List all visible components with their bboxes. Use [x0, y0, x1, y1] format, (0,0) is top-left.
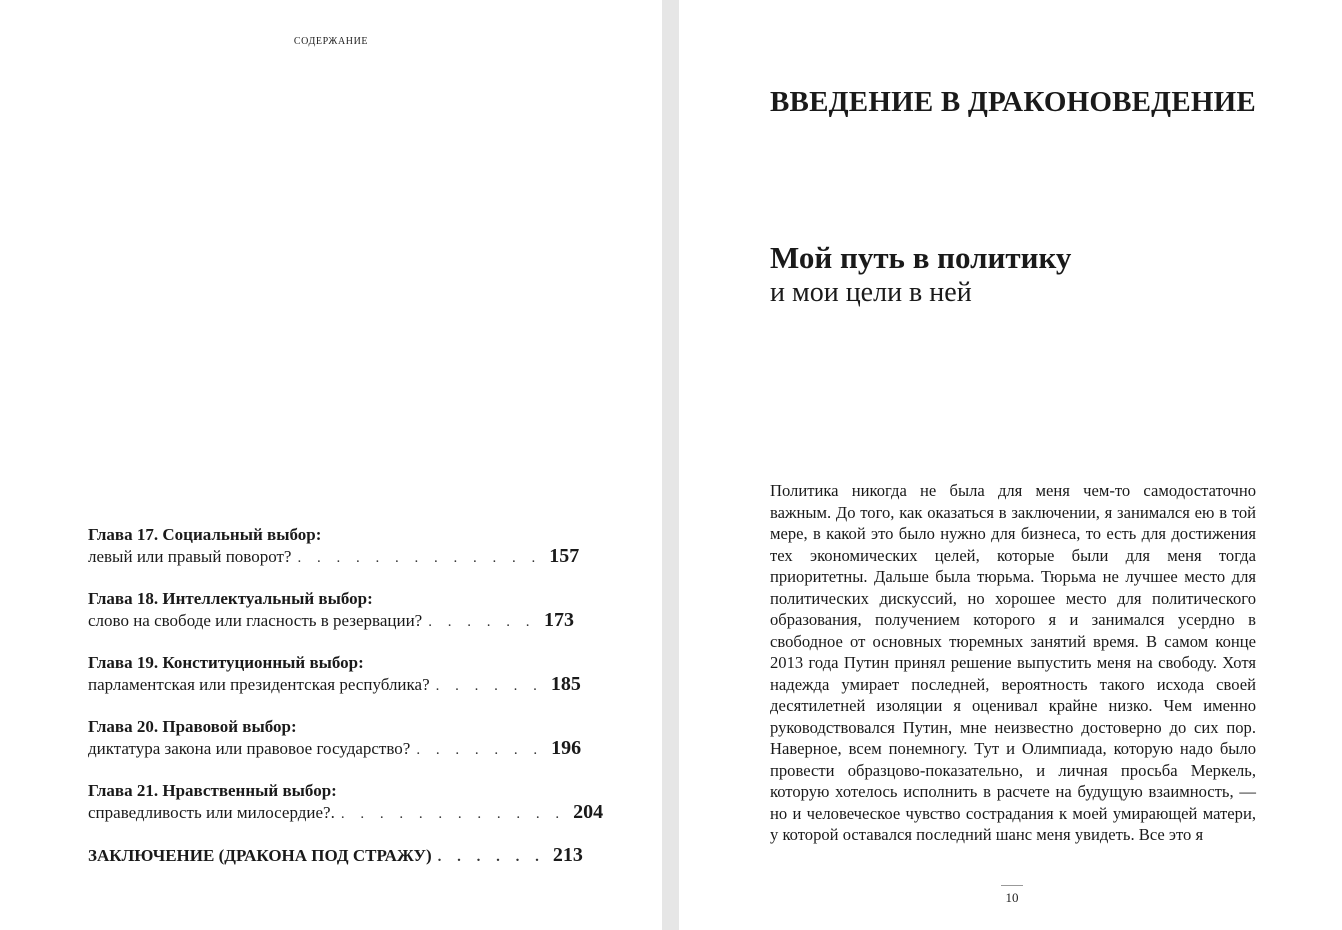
- toc-entry-line: [88, 545, 580, 569]
- book-gutter: [662, 0, 679, 930]
- toc-dot-leader: . . . . . .: [437, 849, 545, 865]
- toc-entry-line: [88, 737, 582, 761]
- body-paragraph: Политика никогда не была для меня чем-то самодостаточно важным. До того, как оказаться в заключении, я занимался ею в той мере, в какой это было нужно для бизнеса, то есть для достижения тех экономических целей, которые были для меня тогда приоритетны. Дальше была тюрьма. Тюрьма не лучшее место для политических дискуссий, но хорошее место для политического образования, получением которого я и занимался усердно в свободное от основных тюремных занятий время. В самом конце 2013 года Путин принял решение выпустить меня на свободу. Хотя надежда умирает последней, вероятность такого исхода своей десятилетней изоляции я оценивал крайне низко. Чем именно руководствовался Путин, мне неизвестно достоверно до сих пор. Наверное, всем понемногу. Тут и Олимпиада, которую надо было провести образцово-показательно, и личная просьба Меркель, которую хотелось исполнить в расчете на будущую взаимность, — но и человеческое чувство сострадания к моей умирающей матери, у которой оставался последний шанс меня увидеть. Все это я: [770, 481, 1256, 844]
- toc-entry-line: [88, 609, 574, 633]
- toc-conclusion-label: ЗАКЛЮЧЕНИЕ (ДРАКОНА ПОД СТРАЖУ): [88, 846, 432, 865]
- toc-entry-subtitle: справедливость или милосердие?.: [88, 803, 335, 822]
- toc-page-number: 185: [550, 673, 581, 695]
- page-number: 10: [1005, 890, 1019, 905]
- toc-entry-chapter-17[interactable]: [88, 524, 580, 588]
- footer-rule: [1001, 885, 1023, 886]
- toc-entry-chapter-19[interactable]: [88, 652, 581, 716]
- toc-entry-conclusion[interactable]: [88, 844, 583, 908]
- toc-entry-chapter-21[interactable]: [88, 780, 604, 844]
- toc-entry-title: Глава 19. Конституционный выбор:: [88, 653, 364, 672]
- toc-entry-title: Глава 17. Социальный выбор:: [88, 525, 322, 544]
- section-subtitle: и мои цели в ней: [770, 277, 972, 308]
- toc-dot-leader: . . . . . .: [428, 614, 536, 630]
- toc-entry-chapter-18[interactable]: [88, 588, 574, 652]
- toc-dot-leader: . . . . . . . . . . . . .: [297, 550, 542, 566]
- toc-page-number: 204: [573, 801, 604, 823]
- toc-page-number: 213: [552, 844, 583, 866]
- toc-entry-subtitle: слово на свободе или гласность в резервации?: [88, 611, 423, 630]
- section-title: Мой путь в политику: [770, 240, 1072, 275]
- right-page: [679, 0, 1342, 930]
- toc-entry-title: Глава 21. Нравственный выбор:: [88, 781, 337, 800]
- toc-entry-subtitle: парламентская или президентская республика?: [88, 675, 430, 694]
- toc-entry-line: [88, 844, 583, 868]
- table-of-contents: [88, 524, 604, 908]
- toc-dot-leader: . . . . . .: [435, 678, 543, 694]
- toc-entry-title: Глава 18. Интеллектуальный выбор:: [88, 589, 373, 608]
- running-head: СОДЕРЖАНИЕ: [293, 36, 369, 47]
- toc-dot-leader: . . . . . . .: [416, 742, 544, 758]
- toc-entry-line: [88, 801, 604, 825]
- toc-page-number: 196: [551, 737, 582, 759]
- toc-entry-title: Глава 20. Правовой выбор:: [88, 717, 297, 736]
- left-page: [0, 0, 662, 930]
- toc-entry-subtitle: диктатура закона или правовое государство?: [88, 739, 411, 758]
- toc-entry-line: [88, 673, 581, 697]
- toc-dot-leader: . . . . . . . . . . . .: [340, 806, 566, 822]
- toc-page-number: 173: [544, 609, 574, 631]
- toc-entry-chapter-20[interactable]: [88, 716, 582, 780]
- chapter-title: ВВЕДЕНИЕ В ДРАКОНОВЕДЕНИЕ: [770, 86, 1256, 118]
- toc-page-number: 157: [549, 545, 580, 567]
- toc-entry-subtitle: левый или правый поворот?: [88, 547, 292, 566]
